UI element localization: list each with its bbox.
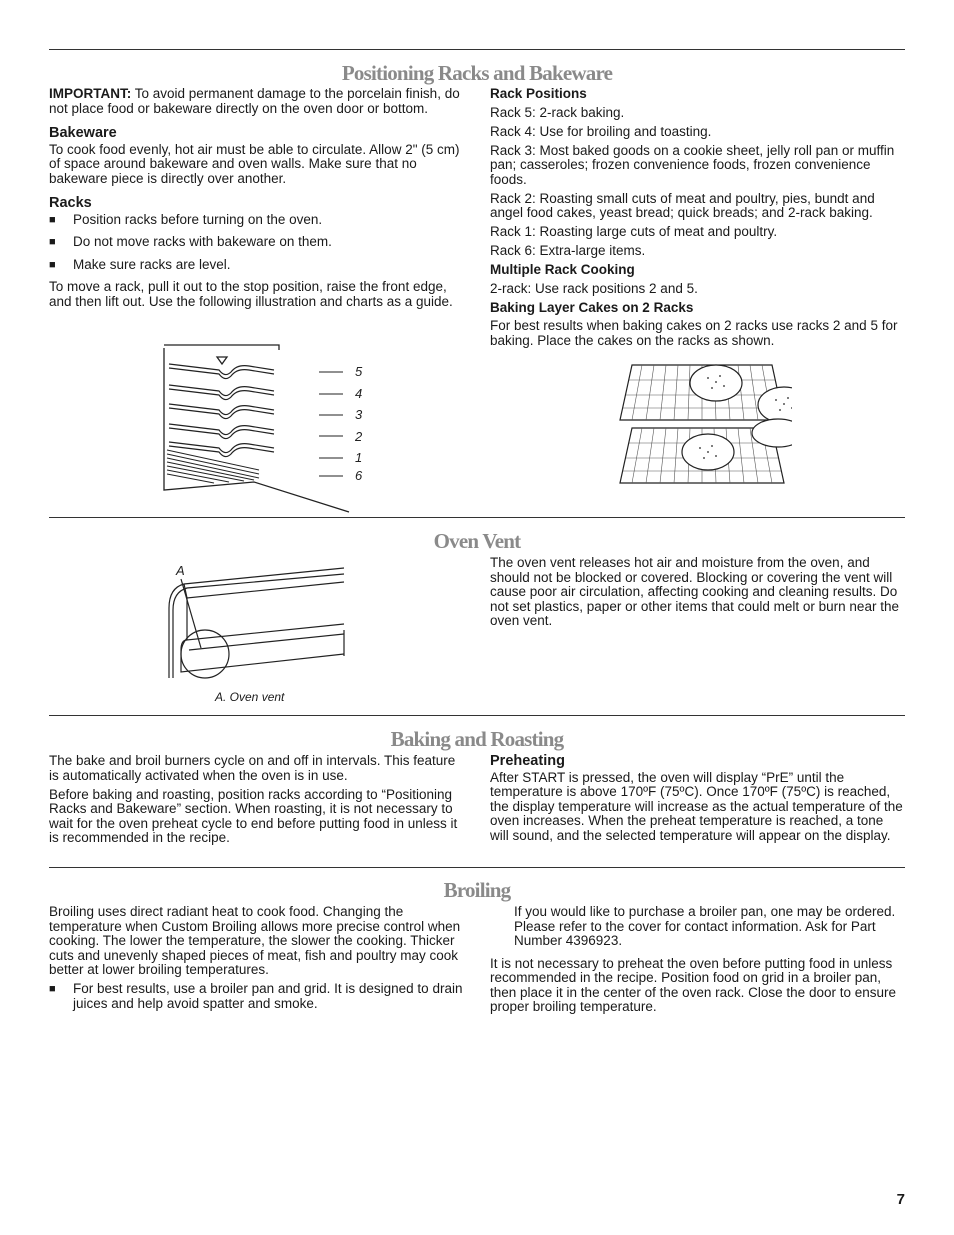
important-text: To avoid permanent damage to the porcelain finish, do not place food or bakeware directly on the oven door or bottom. bbox=[49, 86, 460, 116]
baking-left-column bbox=[49, 754, 464, 850]
rack-label: 4 bbox=[355, 386, 363, 401]
rack-position-item: Rack 6: Extra-large items. bbox=[490, 243, 646, 258]
broiling-paragraph: Broiling uses direct radiant heat to cook food. Changing the temperature when Custom Broiling allows more precise control when cooking. The lower the temperature, the slower the cooking. Thicker cuts and unevenly shaped pieces of meat, fish and poultry may cook better at lower broiling temperatures. bbox=[49, 904, 461, 977]
baking-right-column bbox=[490, 754, 905, 848]
racks-bullet-list bbox=[49, 213, 464, 273]
bakeware-text: To cook food evenly, hot air must be able to circulate. Allow 2" (5 cm) of space around bakeware and oven walls. Make sure that no bakeware piece is directly over another. bbox=[49, 141, 460, 186]
rack-label: 6 bbox=[355, 468, 363, 483]
racks-bullet: ■ Make sure racks are level. bbox=[49, 258, 464, 273]
preheating-heading: Preheating bbox=[490, 753, 565, 769]
baking-paragraph: The bake and broil burners cycle on and off in intervals. This feature is automatically activated when the oven is in use. bbox=[49, 753, 456, 783]
oven-vent-label-a: A bbox=[176, 563, 185, 578]
oven-vent-caption: A. Oven vent bbox=[215, 690, 285, 704]
rack-label: 1 bbox=[355, 450, 363, 465]
multiple-rack-text: 2-rack: Use rack positions 2 and 5. bbox=[490, 280, 698, 296]
rack-label: 3 bbox=[355, 407, 363, 422]
broiling-title: Broiling bbox=[443, 878, 511, 902]
section-divider bbox=[49, 867, 905, 868]
section-divider bbox=[49, 49, 905, 50]
broiling-paragraph: If you would like to purchase a broiler pan, one may be ordered. Please refer to the cover for contact information. Ask for Part Number 4396923. bbox=[514, 904, 896, 948]
manual-page bbox=[49, 0, 905, 1235]
baking-paragraph: Before baking and roasting, position racks according to “Positioning Racks and Bakeware” section. When roasting, it is not necessary to wait for the oven preheat cycle to end before putting food in unless it is recommended in the recipe. bbox=[49, 786, 458, 845]
important-note bbox=[49, 87, 464, 116]
broiling-left-column bbox=[49, 905, 464, 1019]
layer-cakes-heading: Baking Layer Cakes on 2 Racks bbox=[490, 299, 694, 315]
section-divider bbox=[49, 715, 905, 716]
oven-vent-text: The oven vent releases hot air and moisture from the oven, and should not be blocked or covered. Blocking or covering the vent will cause poor air circulation, affecting cooking and cleaning results. Do not set plastics, paper or other items that could melt or burn near the oven vent. bbox=[490, 555, 899, 628]
positioning-left-column bbox=[49, 87, 464, 314]
rack-label: 5 bbox=[355, 364, 363, 379]
oven-vent-title: Oven Vent bbox=[433, 529, 521, 553]
racks-bullet: ■ Do not move racks with bakeware on them. bbox=[49, 235, 464, 250]
oven-vent-right-column bbox=[490, 556, 905, 633]
rack-position-item: Rack 2: Roasting small cuts of meat and poultry, pies, bundt and angel food cakes, yeast bread; quick breads; and 2-rack baking. bbox=[490, 190, 875, 220]
rack-positions-heading: Rack Positions bbox=[490, 86, 587, 101]
rack-position-illustration bbox=[159, 340, 369, 515]
rack-label: 2 bbox=[355, 429, 363, 444]
positioning-title: Positioning Racks and Bakeware bbox=[341, 61, 613, 85]
rack-position-item: Rack 3: Most baked goods on a cookie sheet, jelly roll pan or muffin pan; casseroles; frozen convenience foods, frozen convenience foods. bbox=[490, 142, 895, 187]
broiling-paragraph: It is not necessary to preheat the oven before putting food in unless recommended in the recipe. Position food on grid in a broiler pan, then place it in the center of the oven rack. Close the door to ensure proper broiling temperature. bbox=[490, 955, 896, 1014]
move-rack-text: To move a rack, pull it out to the stop position, raise the front edge, and then lift out. Use the following illustration and charts as a guide. bbox=[49, 279, 453, 309]
racks-heading: Racks bbox=[49, 195, 92, 211]
racks-bullet: ■ Position racks before turning on the oven. bbox=[49, 213, 464, 228]
broiling-right-column bbox=[490, 905, 905, 1019]
oven-vent-illustration bbox=[159, 560, 359, 685]
layer-cakes-illustration bbox=[612, 360, 792, 490]
baking-roasting-title: Baking and Roasting bbox=[390, 727, 564, 751]
section-divider bbox=[49, 517, 905, 518]
broiling-bullet-list bbox=[49, 982, 464, 1011]
positioning-right-column bbox=[490, 87, 905, 353]
rack-position-item: Rack 5: 2-rack baking. bbox=[490, 104, 625, 120]
rack-position-item: Rack 4: Use for broiling and toasting. bbox=[490, 123, 712, 139]
bakeware-heading: Bakeware bbox=[49, 125, 117, 141]
broiling-bullet: ■ For best results, use a broiler pan and grid. It is designed to drain juices and help avoid spatter and smoke. bbox=[49, 982, 464, 1011]
page-number: 7 bbox=[896, 1191, 905, 1208]
preheating-text: After START is pressed, the oven will display “PrE” until the temperature is above 170ºF (75ºC). Once 170ºF (75ºC) is reached, the display temperature will increase as the actual temperature of the oven increases. When the preheat temperature is reached, a tone will sound, and the selected temperature will appear on the display. bbox=[490, 769, 903, 843]
multiple-rack-heading: Multiple Rack Cooking bbox=[490, 262, 635, 277]
important-label: IMPORTANT: bbox=[49, 86, 132, 101]
rack-position-item: Rack 1: Roasting large cuts of meat and poultry. bbox=[490, 224, 778, 239]
layer-cakes-text: For best results when baking cakes on 2 racks use racks 2 and 5 for baking. Place the cakes on the racks as shown. bbox=[490, 318, 898, 348]
